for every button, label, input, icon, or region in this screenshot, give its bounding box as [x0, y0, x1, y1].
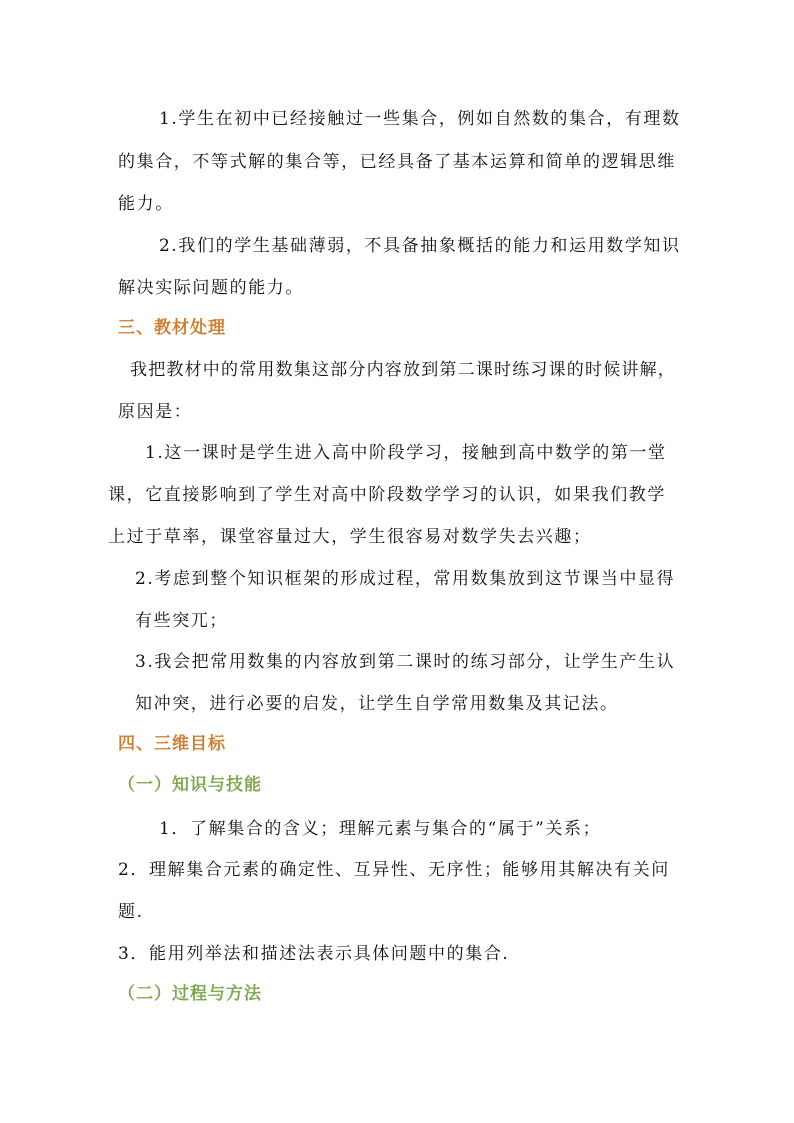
paragraph-line: 的集合，不等式解的集合等，已经具备了基本运算和简单的逻辑思维: [118, 152, 676, 172]
paragraph-line: 有些突兀；: [135, 611, 228, 631]
paragraph-line: 2.我们的学生基础薄弱，不具备抽象概括的能力和运用数学知识: [159, 236, 681, 256]
list-item: 3．能用列举法和描述法表示具体问题中的集合.: [118, 944, 510, 964]
subsection-heading: （一）知识与技能: [118, 775, 262, 795]
list-item: 2．理解集合元素的确定性、互异性、无序性；能够用其解决有关问: [118, 860, 670, 880]
paragraph-line: 能力。: [118, 194, 174, 214]
paragraph-line: 1.这一课时是学生进入高中阶段学习，接触到高中数学的第一堂: [145, 443, 667, 463]
list-item: 1．了解集合的含义；理解元素与集合的“属于”关系；: [159, 819, 602, 839]
paragraph-line: 上过于草率，课堂容量过大，学生很容易对数学失去兴趣；: [108, 527, 592, 547]
paragraph-line: 知冲突，进行必要的启发，让学生自学常用数集及其记法。: [135, 694, 619, 714]
paragraph-line: 解决实际问题的能力。: [118, 278, 304, 298]
list-item: 题.: [118, 902, 144, 922]
section-heading: 三、教材处理: [118, 318, 226, 338]
paragraph-line: 课，它直接影响到了学生对高中阶段数学学习的认识，如果我们教学: [108, 485, 666, 505]
subsection-heading: （二）过程与方法: [118, 984, 262, 1004]
paragraph-line: 1.学生在初中已经接触过一些集合，例如自然数的集合，有理数: [159, 109, 681, 129]
paragraph-line: 我把教材中的常用数集这部分内容放到第二课时练习课的时候讲解，: [130, 360, 676, 380]
paragraph-line: 原因是：: [118, 402, 193, 422]
section-heading: 四、三维目标: [118, 734, 226, 754]
paragraph-line: 2.考虑到整个知识框架的形成过程，常用数集放到这节课当中显得: [135, 569, 676, 589]
paragraph-line: 3.我会把常用数集的内容放到第二课时的练习部分，让学生产生认: [135, 652, 676, 672]
